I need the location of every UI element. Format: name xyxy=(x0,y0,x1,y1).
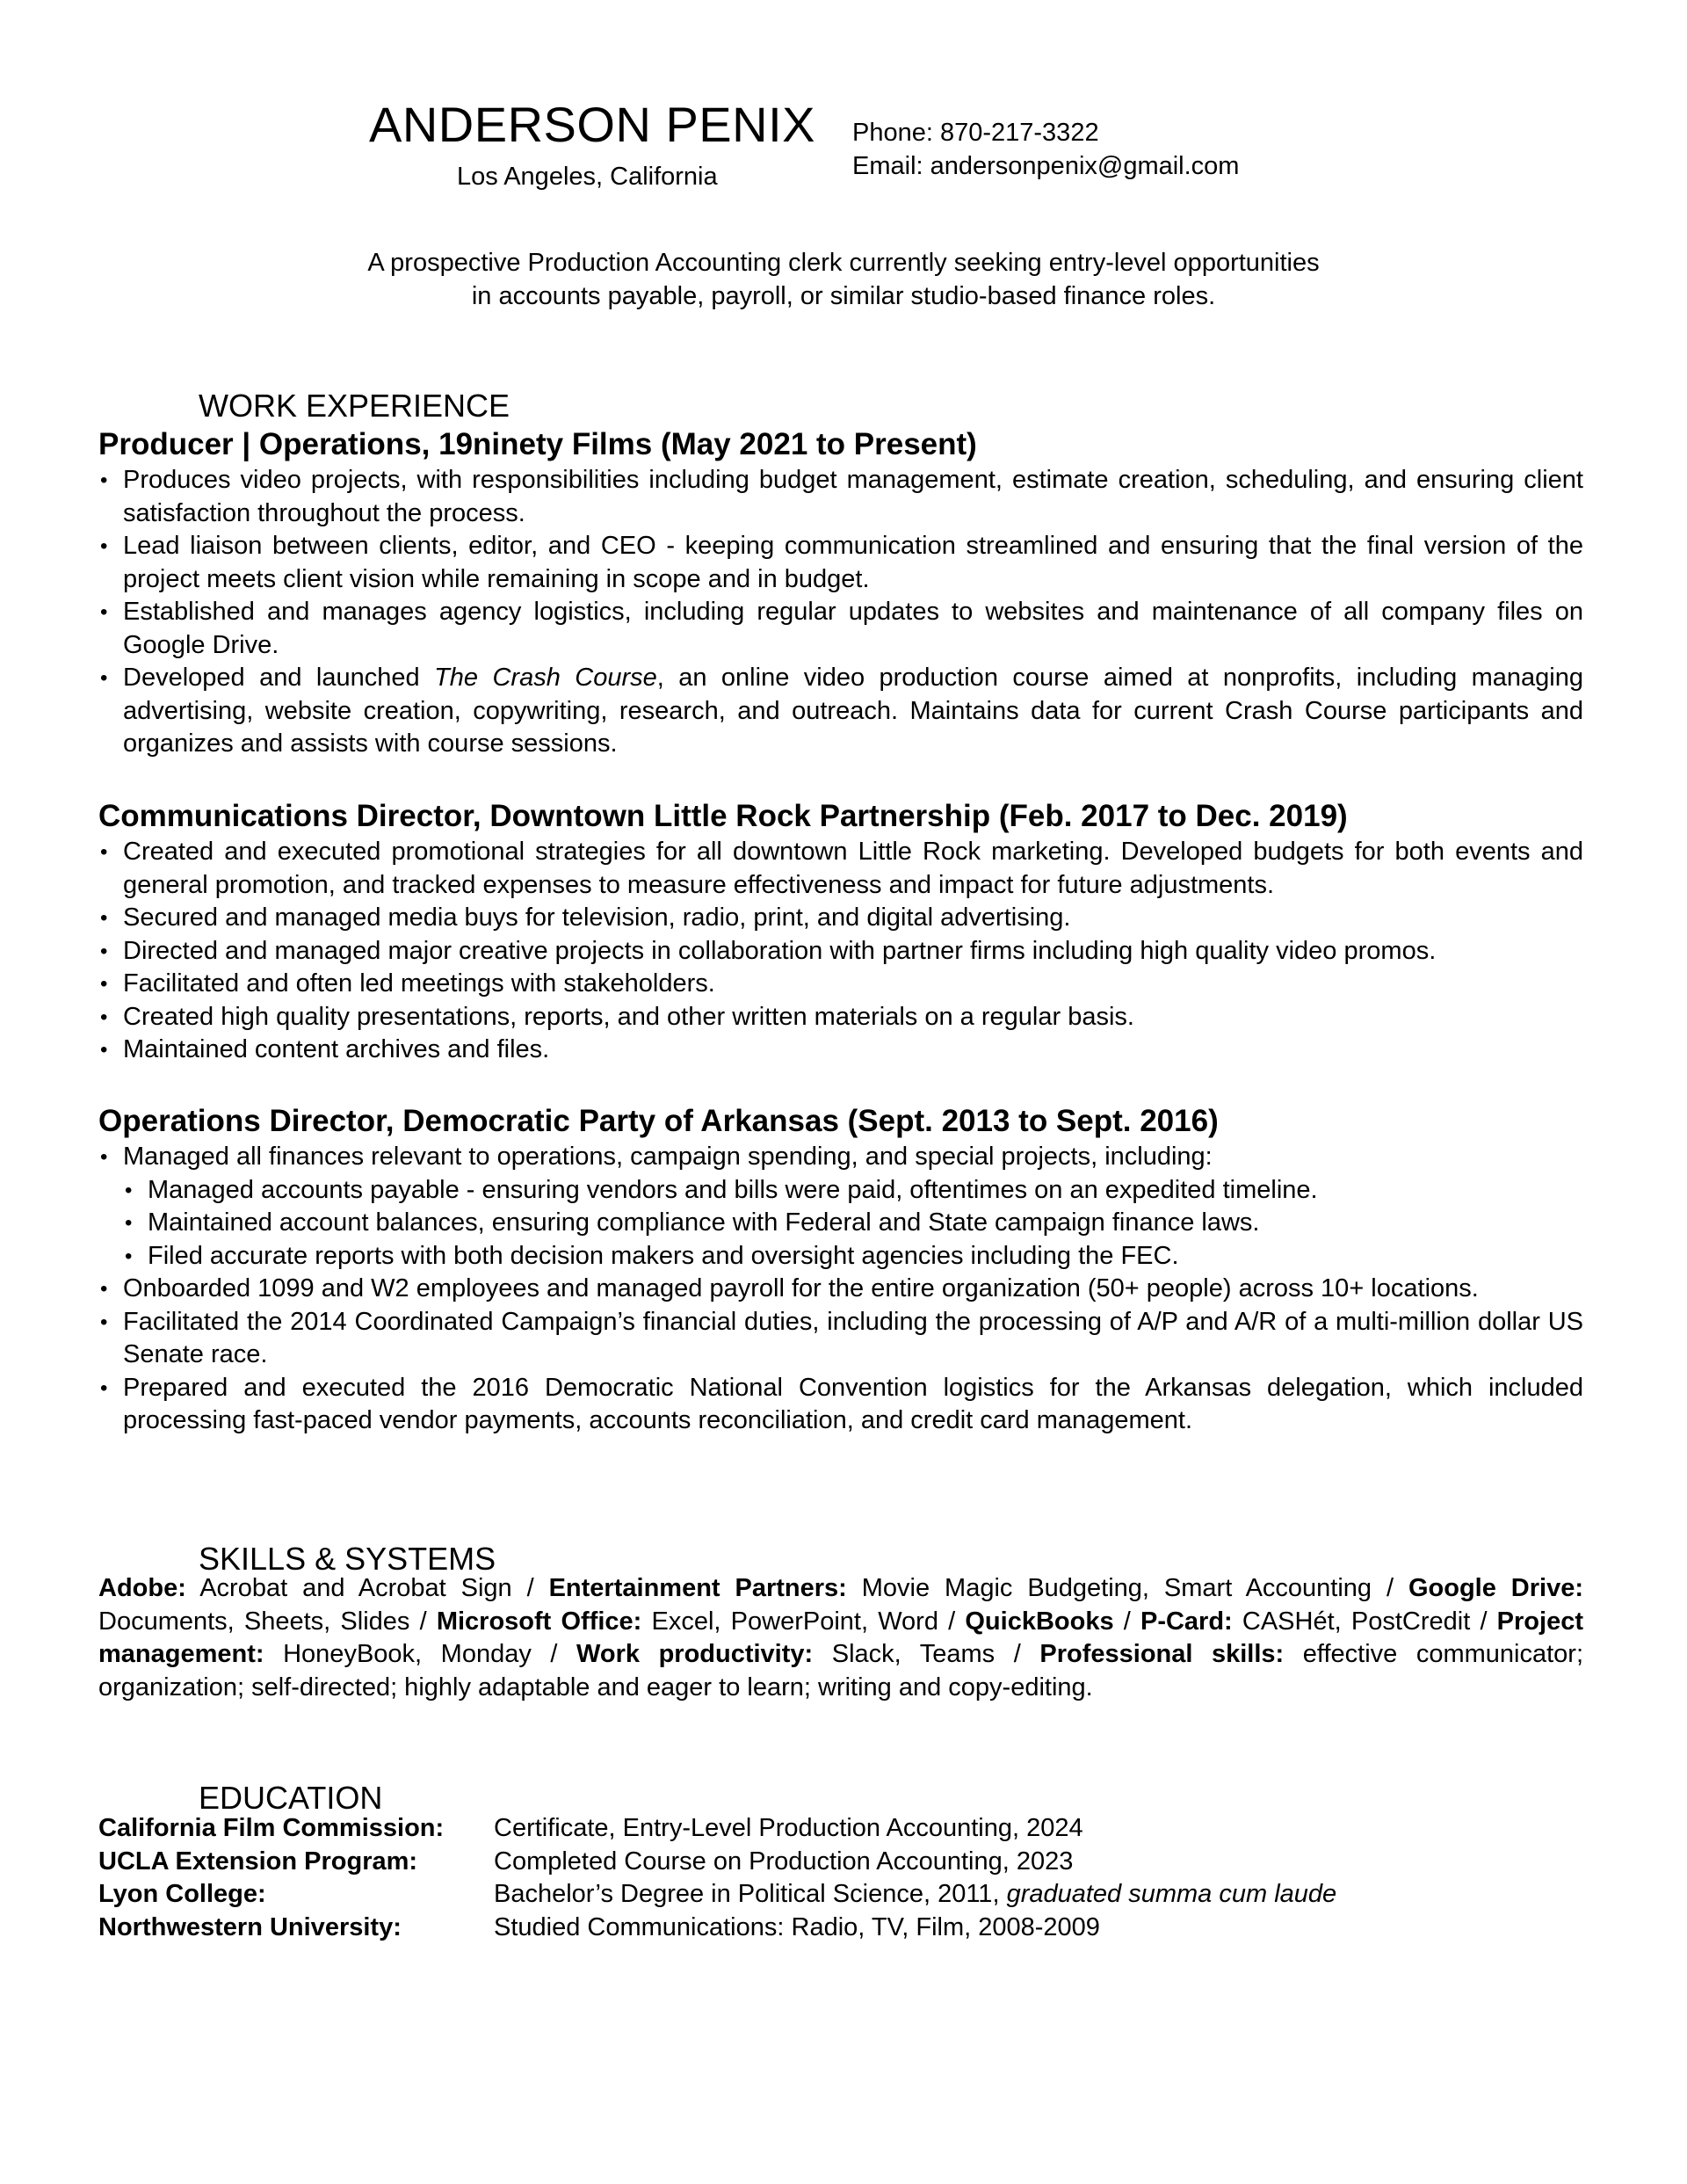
education-detail xyxy=(494,1912,1100,1945)
job-bullet xyxy=(98,662,1583,761)
education-detail-text: Studied Communications: Radio, TV, Film, 2008-2009 xyxy=(494,1912,1100,1941)
skill-label: Work productivity: xyxy=(576,1640,814,1668)
job-entry xyxy=(98,425,1583,761)
skills-paragraph xyxy=(98,1572,1583,1704)
bullet-text: , an online video production course aimed at nonprofits, including managing advertising, website creation, copywriting, research, and outreach. Maintains data for current Crash Course participants and organizes and assists with course sessions. xyxy=(123,664,1583,758)
education-detail-text: Certificate, Entry-Level Production Accounting, 2024 xyxy=(494,1814,1083,1842)
job-bullet: • Lead liaison between clients, editor, and CEO - keeping communication streamlined and ensuring that the final version of the project meets client vision while remaining in scope and in budget. xyxy=(98,530,1583,596)
contact-info xyxy=(852,116,1239,183)
skill-label: Professional skills: xyxy=(1039,1640,1285,1668)
skill-text: / xyxy=(1113,1607,1140,1636)
education-detail xyxy=(494,1878,1336,1912)
job-bullet: • Created high quality presentations, reports, and other written materials on a regular basis. xyxy=(98,1001,1583,1034)
job-bullets xyxy=(98,1141,1583,1438)
education-institution: Northwestern University: xyxy=(98,1912,402,1941)
job-bullet: • Maintained content archives and files. xyxy=(98,1034,1583,1067)
education-list xyxy=(98,1812,1583,1944)
skill-label: Project management: xyxy=(98,1607,1583,1668)
education-row xyxy=(98,1912,1583,1945)
job-bullet: • Directed and managed major creative projects in collaboration with partner firms including high quality video promos. xyxy=(98,935,1583,969)
skill-text: effective communicator; organization; self-directed; highly adaptable and eager to learn; writing and copy-editing. xyxy=(98,1640,1583,1701)
education-row xyxy=(98,1878,1583,1912)
education-detail xyxy=(494,1846,1073,1879)
job-title: Producer | Operations, 19ninety Films (May 2021 to Present) xyxy=(98,427,977,461)
skill-text: HoneyBook, Monday / xyxy=(264,1640,577,1668)
objective-line: in accounts payable, payroll, or similar studio-based finance roles. xyxy=(471,282,1216,310)
job-title: Communications Director, Downtown Little Rock Partnership (Feb. 2017 to Dec. 2019) xyxy=(98,799,1348,833)
education-institution: California Film Commission: xyxy=(98,1814,445,1842)
education-heading: EDUCATION xyxy=(199,1780,383,1816)
objective-line: A prospective Production Accounting clerk currently seeking entry-level opportunities xyxy=(367,249,1320,277)
job-sub-bullet: • Maintained account balances, ensuring compliance with Federal and State campaign finance laws. xyxy=(98,1207,1583,1240)
job-bullets xyxy=(98,464,1583,761)
job-bullets xyxy=(98,836,1583,1067)
email-address: Email: andersonpenix@gmail.com xyxy=(852,152,1240,180)
skill-label: P-Card: xyxy=(1140,1607,1233,1636)
objective-statement xyxy=(0,246,1687,313)
job-entry xyxy=(98,1102,1583,1438)
job-bullet: • Facilitated and often led meetings with stakeholders. xyxy=(98,968,1583,1001)
job-bullet: • Established and manages agency logistics, including regular updates to websites and maintenance of all company files on Google Drive. xyxy=(98,596,1583,662)
skill-label: Entertainment Partners: xyxy=(548,1574,847,1602)
candidate-name: ANDERSON PENIX xyxy=(369,97,815,152)
education-detail xyxy=(494,1812,1083,1846)
job-sub-bullet: • Filed accurate reports with both decision makers and oversight agencies including the FEC. xyxy=(98,1240,1583,1273)
work-experience-heading: WORK EXPERIENCE xyxy=(199,388,510,424)
job-title: Operations Director, Democratic Party of Arkansas (Sept. 2013 to Sept. 2016) xyxy=(98,1104,1219,1138)
skill-label: QuickBooks xyxy=(965,1607,1114,1636)
skill-text: Documents, Sheets, Slides / xyxy=(98,1607,437,1636)
skills-heading: SKILLS & SYSTEMS xyxy=(199,1541,496,1577)
job-bullet: • Facilitated the 2014 Coordinated Campaign’s financial duties, including the processing of A/P and A/R of a multi-million dollar US Senate race. xyxy=(98,1306,1583,1372)
candidate-location: Los Angeles, California xyxy=(457,163,718,191)
education-institution: UCLA Extension Program: xyxy=(98,1847,418,1876)
skill-text: Excel, PowerPoint, Word / xyxy=(641,1607,966,1636)
education-honor: graduated summa cum laude xyxy=(1006,1880,1337,1908)
skill-text: Acrobat and Acrobat Sign / xyxy=(185,1574,549,1602)
skill-text: Movie Magic Budgeting, Smart Accounting / xyxy=(846,1574,1408,1602)
education-detail-text: Completed Course on Production Accounting, 2023 xyxy=(494,1847,1074,1876)
skill-text: Slack, Teams / xyxy=(813,1640,1040,1668)
skill-label: Google Drive: xyxy=(1408,1574,1583,1602)
job-bullet: • Produces video projects, with responsibilities including budget management, estimate creation, scheduling, and ensuring client satisfaction throughout the process. xyxy=(98,464,1583,530)
education-detail-text: Bachelor’s Degree in Political Science, 2011, xyxy=(494,1880,1007,1908)
job-sub-bullet: • Managed accounts payable - ensuring vendors and bills were paid, oftentimes on an expedited timeline. xyxy=(98,1174,1583,1208)
education-row xyxy=(98,1846,1583,1879)
skill-label: Microsoft Office: xyxy=(436,1607,642,1636)
education-institution: Lyon College: xyxy=(98,1880,266,1908)
job-bullet: • Managed all finances relevant to operations, campaign spending, and special projects, including: xyxy=(98,1141,1583,1174)
job-bullet: • Onboarded 1099 and W2 employees and managed payroll for the entire organization (50+ people) across 10+ locations. xyxy=(98,1273,1583,1306)
skill-label: Adobe: xyxy=(98,1574,186,1602)
education-row xyxy=(98,1812,1583,1846)
job-bullet: • Secured and managed media buys for television, radio, print, and digital advertising. xyxy=(98,902,1583,935)
job-bullet: • Created and executed promotional strategies for all downtown Little Rock marketing. Developed budgets for both events and general promotion, and tracked expenses to measure effectiveness and impact for future adjustments. xyxy=(98,836,1583,902)
course-title: The Crash Course xyxy=(434,664,657,692)
job-entry xyxy=(98,797,1583,1067)
bullet-text: Developed and launched xyxy=(123,664,435,692)
job-bullet: • Prepared and executed the 2016 Democratic National Convention logistics for the Arkansas delegation, which included processing fast-paced vendor payments, accounts reconciliation, and credit card management. xyxy=(98,1372,1583,1438)
skill-text: CASHét, PostCredit / xyxy=(1232,1607,1497,1636)
phone-number: Phone: 870-217-3322 xyxy=(852,119,1099,147)
